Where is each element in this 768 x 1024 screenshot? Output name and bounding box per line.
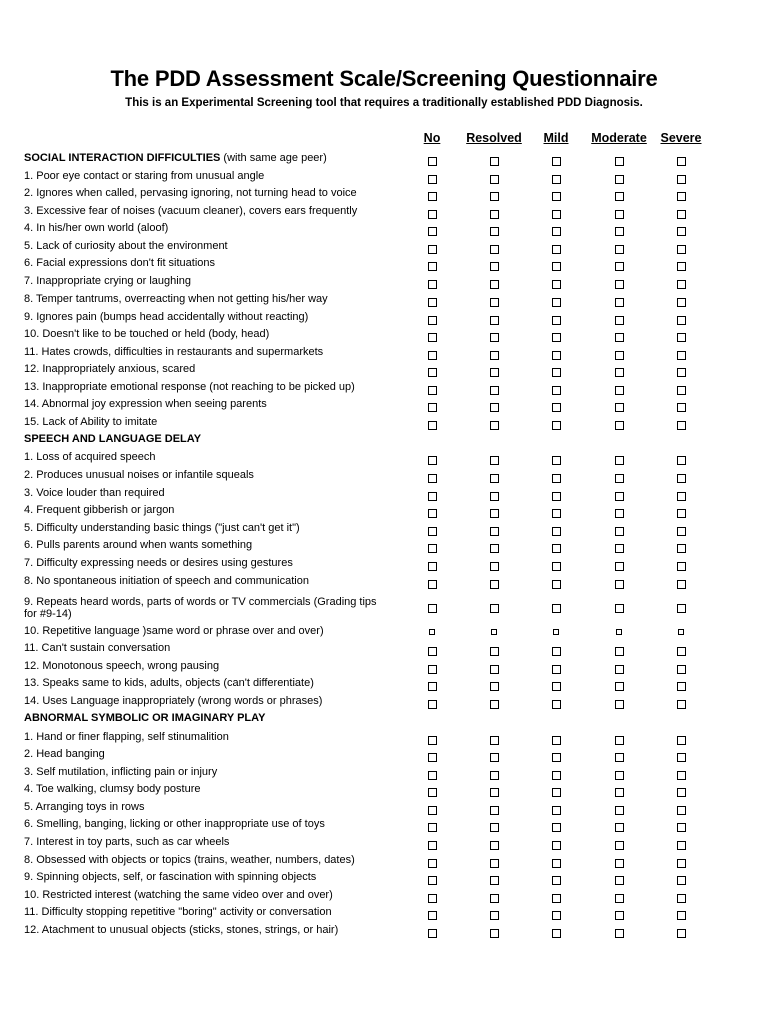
section-heading xyxy=(24,433,201,446)
rating-checkbox-mild[interactable] xyxy=(552,580,561,589)
rating-checkbox-severe[interactable] xyxy=(677,333,686,342)
rating-checkbox-no[interactable] xyxy=(428,823,437,832)
rating-checkbox-resolved[interactable] xyxy=(490,421,499,430)
rating-checkbox-resolved[interactable] xyxy=(490,682,499,691)
question-label: 1. Loss of acquired speech xyxy=(24,451,156,463)
rating-checkbox-mild[interactable] xyxy=(552,421,561,430)
rating-checkbox-resolved[interactable] xyxy=(490,894,499,903)
rating-checkbox-moderate[interactable] xyxy=(615,368,624,377)
rating-checkbox-resolved[interactable] xyxy=(490,665,499,674)
rating-checkbox-mild[interactable] xyxy=(552,736,561,745)
rating-checkbox-resolved[interactable] xyxy=(490,456,499,465)
column-header-severe: Severe xyxy=(660,131,702,145)
rating-checkbox-no[interactable] xyxy=(428,421,437,430)
column-header-no: No xyxy=(423,131,441,145)
rating-checkbox-no[interactable] xyxy=(428,859,437,868)
question-label: 10. Restricted interest (watching the same video over and over) xyxy=(24,889,333,901)
rating-checkbox-no[interactable] xyxy=(428,647,437,656)
rating-checkbox-moderate[interactable] xyxy=(615,527,624,536)
rating-checkbox-mild[interactable] xyxy=(552,859,561,868)
rating-checkbox-severe[interactable] xyxy=(677,647,686,656)
rating-checkbox-severe[interactable] xyxy=(677,351,686,360)
question-label: 9. Ignores pain (bumps head accidentally without reacting) xyxy=(24,311,309,323)
rating-checkbox-moderate[interactable] xyxy=(615,841,624,850)
rating-checkbox-moderate[interactable] xyxy=(615,859,624,868)
rating-checkbox-severe[interactable] xyxy=(677,736,686,745)
rating-checkbox-mild[interactable] xyxy=(552,227,561,236)
question-label: 3. Voice louder than required xyxy=(24,487,165,499)
rating-checkbox-mild[interactable] xyxy=(552,604,561,613)
section-heading xyxy=(24,152,327,165)
rating-checkbox-no[interactable] xyxy=(428,368,437,377)
rating-checkbox-mild[interactable] xyxy=(552,333,561,342)
rating-checkbox-mild[interactable] xyxy=(552,456,561,465)
question-label: 14. Uses Language inappropriately (wrong words or phrases) xyxy=(24,695,323,707)
rating-checkbox-severe[interactable] xyxy=(677,544,686,553)
rating-checkbox-resolved[interactable] xyxy=(490,911,499,920)
question-label: 11. Hates crowds, difficulties in restaurants and supermarkets xyxy=(24,346,324,358)
rating-checkbox-no[interactable] xyxy=(428,210,437,219)
section-heading-label: SOCIAL INTERACTION DIFFICULTIES xyxy=(24,152,221,164)
rating-checkbox-moderate[interactable] xyxy=(615,403,624,412)
rating-checkbox-severe[interactable] xyxy=(677,509,686,518)
question-label: 14. Abnormal joy expression when seeing parents xyxy=(24,398,267,410)
question-label: 7. Interest in toy parts, such as car wheels xyxy=(24,836,230,848)
rating-checkbox-moderate[interactable] xyxy=(615,700,624,709)
rating-checkbox-mild[interactable] xyxy=(552,841,561,850)
section-heading xyxy=(24,712,265,725)
rating-checkbox-resolved[interactable] xyxy=(490,771,499,780)
question-label: 5. Difficulty understanding basic things ("just can't get it") xyxy=(24,522,300,534)
rating-checkbox-severe[interactable] xyxy=(677,368,686,377)
rating-checkbox-no[interactable] xyxy=(428,280,437,289)
rating-checkbox-mild[interactable] xyxy=(552,894,561,903)
rating-checkbox-no[interactable] xyxy=(428,876,437,885)
rating-checkbox-no[interactable] xyxy=(428,841,437,850)
rating-checkbox-mild[interactable] xyxy=(552,700,561,709)
rating-checkbox-no[interactable] xyxy=(428,580,437,589)
rating-checkbox-severe[interactable] xyxy=(678,629,684,635)
rating-checkbox-no[interactable] xyxy=(428,788,437,797)
rating-checkbox-resolved[interactable] xyxy=(490,580,499,589)
rating-checkbox-moderate[interactable] xyxy=(615,456,624,465)
rating-checkbox-no[interactable] xyxy=(428,227,437,236)
rating-checkbox-severe[interactable] xyxy=(677,929,686,938)
rating-checkbox-resolved[interactable] xyxy=(490,544,499,553)
rating-checkbox-no[interactable] xyxy=(428,474,437,483)
rating-checkbox-no[interactable] xyxy=(428,562,437,571)
rating-checkbox-mild[interactable] xyxy=(552,562,561,571)
rating-checkbox-resolved[interactable] xyxy=(490,316,499,325)
question-label: 15. Lack of Ability to imitate xyxy=(24,416,158,428)
rating-checkbox-moderate[interactable] xyxy=(615,157,624,166)
question-label: 11. Difficulty stopping repetitive "boring" activity or conversation xyxy=(24,906,332,918)
document-subtitle: This is an Experimental Screening tool that requires a traditionally established PDD Diagnosis. xyxy=(125,97,643,109)
rating-checkbox-moderate[interactable] xyxy=(615,736,624,745)
question-label: 1. Hand or finer flapping, self stinumalition xyxy=(24,731,229,743)
rating-checkbox-moderate[interactable] xyxy=(615,544,624,553)
rating-checkbox-moderate[interactable] xyxy=(615,788,624,797)
rating-checkbox-no[interactable] xyxy=(428,682,437,691)
rating-checkbox-moderate[interactable] xyxy=(615,806,624,815)
rating-checkbox-no[interactable] xyxy=(428,929,437,938)
rating-checkbox-resolved[interactable] xyxy=(490,245,499,254)
rating-checkbox-severe[interactable] xyxy=(677,806,686,815)
rating-checkbox-resolved[interactable] xyxy=(490,562,499,571)
rating-checkbox-resolved[interactable] xyxy=(490,823,499,832)
rating-checkbox-no[interactable] xyxy=(428,333,437,342)
rating-checkbox-severe[interactable] xyxy=(677,562,686,571)
rating-checkbox-severe[interactable] xyxy=(677,456,686,465)
rating-checkbox-resolved[interactable] xyxy=(490,509,499,518)
rating-checkbox-mild[interactable] xyxy=(552,771,561,780)
question-label: 8. Temper tantrums, overreacting when not getting his/her way xyxy=(24,293,328,305)
rating-checkbox-mild[interactable] xyxy=(552,474,561,483)
rating-checkbox-no[interactable] xyxy=(428,298,437,307)
rating-checkbox-moderate[interactable] xyxy=(615,876,624,885)
rating-checkbox-resolved[interactable] xyxy=(490,210,499,219)
rating-checkbox-mild[interactable] xyxy=(552,298,561,307)
rating-checkbox-no[interactable] xyxy=(428,456,437,465)
rating-checkbox-moderate[interactable] xyxy=(615,823,624,832)
question-label: 9. Spinning objects, self, or fascination with spinning objects xyxy=(24,871,317,883)
section-heading-label: SPEECH AND LANGUAGE DELAY xyxy=(24,433,202,445)
rating-checkbox-no[interactable] xyxy=(428,911,437,920)
rating-checkbox-moderate[interactable] xyxy=(616,629,622,635)
rating-checkbox-severe[interactable] xyxy=(677,682,686,691)
rating-checkbox-no[interactable] xyxy=(428,544,437,553)
question-label: 13. Inappropriate emotional response (not reaching to be picked up) xyxy=(24,381,355,393)
rating-checkbox-no[interactable] xyxy=(428,753,437,762)
question-label: 6. Facial expressions don't fit situations xyxy=(24,257,216,269)
rating-checkbox-moderate[interactable] xyxy=(615,474,624,483)
section-heading-note: (with same age peer) xyxy=(220,152,327,164)
rating-checkbox-moderate[interactable] xyxy=(615,647,624,656)
column-header-mild: Mild xyxy=(543,131,569,145)
rating-checkbox-resolved[interactable] xyxy=(490,280,499,289)
rating-checkbox-mild[interactable] xyxy=(552,753,561,762)
rating-checkbox-no[interactable] xyxy=(428,157,437,166)
rating-checkbox-no[interactable] xyxy=(428,192,437,201)
rating-checkbox-resolved[interactable] xyxy=(490,227,499,236)
question-label: 8. Obsessed with objects or topics (trains, weather, numbers, dates) xyxy=(24,854,355,866)
rating-checkbox-moderate[interactable] xyxy=(615,911,624,920)
rating-checkbox-moderate[interactable] xyxy=(615,245,624,254)
rating-checkbox-mild[interactable] xyxy=(552,544,561,553)
rating-checkbox-severe[interactable] xyxy=(677,753,686,762)
question-label: 12. Atachment to unusual objects (sticks, stones, strings, or hair) xyxy=(24,924,339,936)
question-label: 4. In his/her own world (aloof) xyxy=(24,222,169,234)
rating-checkbox-severe[interactable] xyxy=(677,527,686,536)
rating-checkbox-mild[interactable] xyxy=(552,876,561,885)
rating-checkbox-severe[interactable] xyxy=(677,894,686,903)
question-label: 1. Poor eye contact or staring from unusual angle xyxy=(24,170,265,182)
rating-checkbox-severe[interactable] xyxy=(677,876,686,885)
rating-checkbox-no[interactable] xyxy=(428,771,437,780)
rating-checkbox-resolved[interactable] xyxy=(490,492,499,501)
rating-checkbox-moderate[interactable] xyxy=(615,298,624,307)
rating-checkbox-moderate[interactable] xyxy=(615,316,624,325)
rating-checkbox-no[interactable] xyxy=(428,894,437,903)
rating-checkbox-no[interactable] xyxy=(428,175,437,184)
rating-checkbox-mild[interactable] xyxy=(553,629,559,635)
rating-checkbox-severe[interactable] xyxy=(677,386,686,395)
rating-checkbox-moderate[interactable] xyxy=(615,192,624,201)
question-label: 4. Toe walking, clumsy body posture xyxy=(24,783,201,795)
rating-checkbox-severe[interactable] xyxy=(677,298,686,307)
rating-checkbox-moderate[interactable] xyxy=(615,351,624,360)
question-label: 11. Can't sustain conversation xyxy=(24,642,171,654)
rating-checkbox-resolved[interactable] xyxy=(490,876,499,885)
rating-checkbox-no[interactable] xyxy=(428,806,437,815)
rating-checkbox-resolved[interactable] xyxy=(490,527,499,536)
rating-checkbox-severe[interactable] xyxy=(677,210,686,219)
rating-checkbox-mild[interactable] xyxy=(552,665,561,674)
column-header-moderate: Moderate xyxy=(591,131,647,145)
question-label: 6. Pulls parents around when wants something xyxy=(24,539,253,551)
rating-checkbox-no[interactable] xyxy=(428,316,437,325)
rating-checkbox-resolved[interactable] xyxy=(490,262,499,271)
column-header-resolved: Resolved xyxy=(466,131,522,145)
rating-checkbox-moderate[interactable] xyxy=(615,280,624,289)
rating-checkbox-moderate[interactable] xyxy=(615,665,624,674)
question-label: 4. Frequent gibberish or jargon xyxy=(24,504,175,516)
rating-checkbox-mild[interactable] xyxy=(552,175,561,184)
rating-checkbox-moderate[interactable] xyxy=(615,210,624,219)
rating-checkbox-severe[interactable] xyxy=(677,474,686,483)
rating-checkbox-no[interactable] xyxy=(428,403,437,412)
rating-checkbox-severe[interactable] xyxy=(677,316,686,325)
rating-checkbox-mild[interactable] xyxy=(552,262,561,271)
rating-checkbox-severe[interactable] xyxy=(677,421,686,430)
rating-checkbox-mild[interactable] xyxy=(552,192,561,201)
question-label: 2. Ignores when called, pervasing ignoring, not turning head to voice xyxy=(24,187,357,199)
rating-checkbox-mild[interactable] xyxy=(552,280,561,289)
rating-checkbox-mild[interactable] xyxy=(552,157,561,166)
rating-checkbox-no[interactable] xyxy=(428,351,437,360)
rating-checkbox-no[interactable] xyxy=(428,665,437,674)
rating-checkbox-moderate[interactable] xyxy=(615,175,624,184)
rating-checkbox-moderate[interactable] xyxy=(615,421,624,430)
rating-checkbox-moderate[interactable] xyxy=(615,262,624,271)
question-label: 2. Head banging xyxy=(24,748,105,760)
rating-checkbox-resolved[interactable] xyxy=(490,403,499,412)
rating-checkbox-resolved[interactable] xyxy=(490,788,499,797)
rating-checkbox-moderate[interactable] xyxy=(615,227,624,236)
rating-checkbox-severe[interactable] xyxy=(677,604,686,613)
question-label: 12. Monotonous speech, wrong pausing xyxy=(24,660,220,672)
question-label: 5. Lack of curiosity about the environment xyxy=(24,240,228,252)
rating-checkbox-no[interactable] xyxy=(428,736,437,745)
rating-checkbox-mild[interactable] xyxy=(552,527,561,536)
rating-checkbox-mild[interactable] xyxy=(552,682,561,691)
question-label: 10. Doesn't like to be touched or held (body, head) xyxy=(24,328,270,340)
rating-checkbox-mild[interactable] xyxy=(552,647,561,656)
rating-checkbox-resolved[interactable] xyxy=(490,736,499,745)
rating-checkbox-moderate[interactable] xyxy=(615,929,624,938)
rating-checkbox-resolved[interactable] xyxy=(490,333,499,342)
rating-checkbox-severe[interactable] xyxy=(677,771,686,780)
rating-checkbox-severe[interactable] xyxy=(677,580,686,589)
rating-checkbox-resolved[interactable] xyxy=(490,175,499,184)
rating-checkbox-severe[interactable] xyxy=(677,700,686,709)
rating-checkbox-no[interactable] xyxy=(428,700,437,709)
rating-checkbox-mild[interactable] xyxy=(552,210,561,219)
rating-checkbox-no[interactable] xyxy=(428,527,437,536)
question-label: 3. Excessive fear of noises (vacuum cleaner), covers ears frequently xyxy=(24,205,358,217)
rating-checkbox-severe[interactable] xyxy=(677,788,686,797)
rating-checkbox-no[interactable] xyxy=(428,509,437,518)
rating-checkbox-moderate[interactable] xyxy=(615,682,624,691)
rating-checkbox-resolved[interactable] xyxy=(490,647,499,656)
rating-checkbox-no[interactable] xyxy=(428,245,437,254)
question-label: 7. Inappropriate crying or laughing xyxy=(24,275,191,287)
rating-checkbox-resolved[interactable] xyxy=(491,629,497,635)
section-heading-label: ABNORMAL SYMBOLIC OR IMAGINARY PLAY xyxy=(24,712,266,724)
rating-checkbox-resolved[interactable] xyxy=(490,806,499,815)
rating-checkbox-mild[interactable] xyxy=(552,386,561,395)
rating-checkbox-resolved[interactable] xyxy=(490,368,499,377)
rating-checkbox-moderate[interactable] xyxy=(615,509,624,518)
rating-checkbox-no[interactable] xyxy=(428,262,437,271)
rating-checkbox-resolved[interactable] xyxy=(490,192,499,201)
rating-checkbox-moderate[interactable] xyxy=(615,771,624,780)
rating-checkbox-mild[interactable] xyxy=(552,911,561,920)
rating-checkbox-severe[interactable] xyxy=(677,823,686,832)
rating-checkbox-severe[interactable] xyxy=(677,175,686,184)
rating-checkbox-mild[interactable] xyxy=(552,351,561,360)
rating-checkbox-mild[interactable] xyxy=(552,492,561,501)
question-label: 7. Difficulty expressing needs or desires using gestures xyxy=(24,557,293,569)
rating-checkbox-severe[interactable] xyxy=(677,492,686,501)
rating-checkbox-moderate[interactable] xyxy=(615,580,624,589)
rating-checkbox-severe[interactable] xyxy=(677,841,686,850)
rating-checkbox-mild[interactable] xyxy=(552,368,561,377)
rating-checkbox-resolved[interactable] xyxy=(490,753,499,762)
rating-checkbox-mild[interactable] xyxy=(552,403,561,412)
question-label: 12. Inappropriately anxious, scared xyxy=(24,363,196,375)
rating-checkbox-mild[interactable] xyxy=(552,929,561,938)
question-label: 2. Produces unusual noises or infantile squeals xyxy=(24,469,254,481)
rating-checkbox-mild[interactable] xyxy=(552,245,561,254)
rating-checkbox-mild[interactable] xyxy=(552,316,561,325)
rating-checkbox-no[interactable] xyxy=(429,629,435,635)
rating-checkbox-moderate[interactable] xyxy=(615,386,624,395)
question-label: 6. Smelling, banging, licking or other inappropriate use of toys xyxy=(24,818,325,830)
rating-checkbox-severe[interactable] xyxy=(677,192,686,201)
rating-checkbox-resolved[interactable] xyxy=(490,604,499,613)
rating-checkbox-no[interactable] xyxy=(428,604,437,613)
rating-checkbox-resolved[interactable] xyxy=(490,386,499,395)
question-label: 8. No spontaneous initiation of speech and communication xyxy=(24,575,309,587)
rating-checkbox-moderate[interactable] xyxy=(615,492,624,501)
question-label: 10. Repetitive language )same word or phrase over and over) xyxy=(24,625,324,637)
rating-checkbox-moderate[interactable] xyxy=(615,562,624,571)
rating-checkbox-resolved[interactable] xyxy=(490,841,499,850)
rating-checkbox-no[interactable] xyxy=(428,386,437,395)
rating-checkbox-resolved[interactable] xyxy=(490,351,499,360)
question-label: 5. Arranging toys in rows xyxy=(24,801,145,813)
question-label: 9. Repeats heard words, parts of words or TV commercials (Grading tips for #9-14) xyxy=(24,596,377,620)
rating-checkbox-severe[interactable] xyxy=(677,280,686,289)
rating-checkbox-mild[interactable] xyxy=(552,788,561,797)
rating-checkbox-resolved[interactable] xyxy=(490,700,499,709)
rating-checkbox-moderate[interactable] xyxy=(615,604,624,613)
rating-checkbox-resolved[interactable] xyxy=(490,298,499,307)
rating-checkbox-mild[interactable] xyxy=(552,823,561,832)
rating-checkbox-severe[interactable] xyxy=(677,859,686,868)
rating-checkbox-severe[interactable] xyxy=(677,157,686,166)
question-label: 13. Speaks same to kids, adults, objects (can't differentiate) xyxy=(24,677,314,689)
rating-checkbox-mild[interactable] xyxy=(552,806,561,815)
rating-checkbox-no[interactable] xyxy=(428,492,437,501)
rating-checkbox-severe[interactable] xyxy=(677,911,686,920)
question-label: 3. Self mutilation, inflicting pain or injury xyxy=(24,766,218,778)
rating-checkbox-severe[interactable] xyxy=(677,227,686,236)
document-title: The PDD Assessment Scale/Screening Questionnaire xyxy=(110,66,658,91)
rating-checkbox-resolved[interactable] xyxy=(490,859,499,868)
rating-checkbox-severe[interactable] xyxy=(677,403,686,412)
rating-checkbox-moderate[interactable] xyxy=(615,333,624,342)
rating-checkbox-moderate[interactable] xyxy=(615,894,624,903)
rating-checkbox-resolved[interactable] xyxy=(490,929,499,938)
rating-checkbox-moderate[interactable] xyxy=(615,753,624,762)
rating-checkbox-resolved[interactable] xyxy=(490,474,499,483)
rating-checkbox-resolved[interactable] xyxy=(490,157,499,166)
rating-checkbox-severe[interactable] xyxy=(677,262,686,271)
rating-checkbox-mild[interactable] xyxy=(552,509,561,518)
rating-checkbox-severe[interactable] xyxy=(677,665,686,674)
rating-checkbox-severe[interactable] xyxy=(677,245,686,254)
